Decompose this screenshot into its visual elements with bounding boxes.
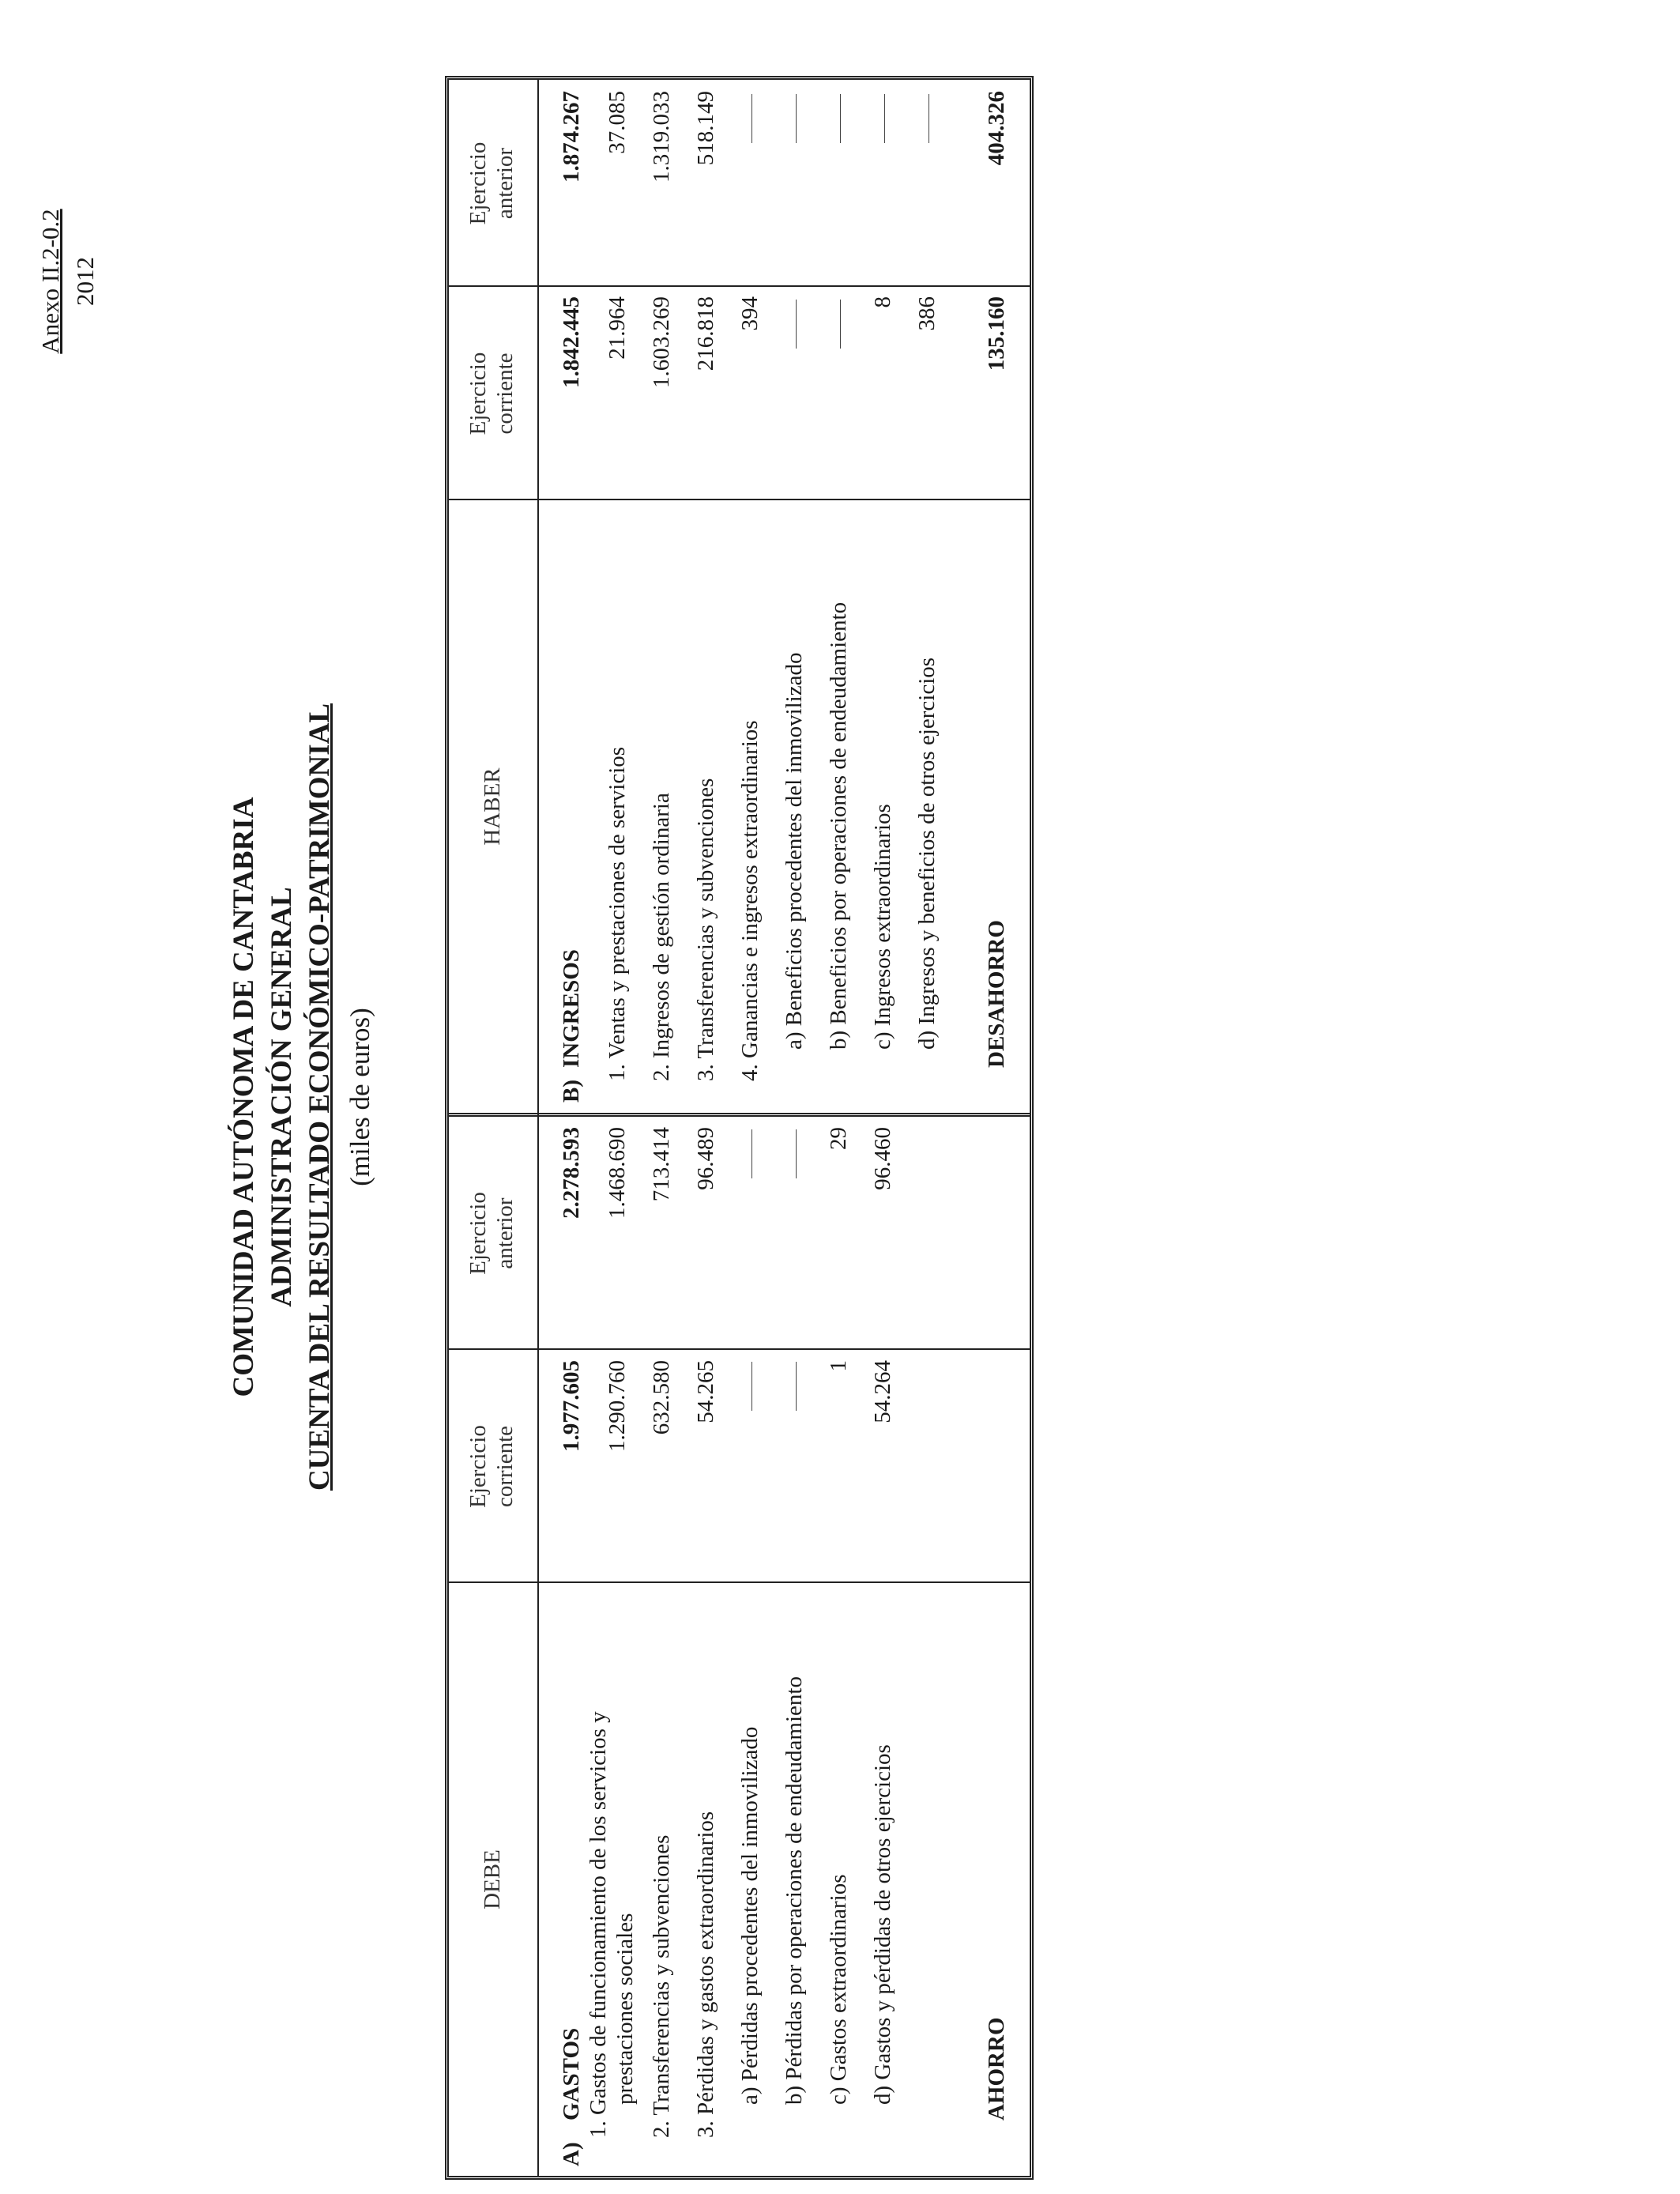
- haber-section-previous: 1.874.267: [559, 91, 584, 183]
- debe-row-3c-previous: 29: [826, 1127, 851, 1150]
- debe-col-previous-line2: anterior: [492, 1197, 518, 1269]
- haber-row-4a-previous-dash: [796, 94, 797, 143]
- debe-col-previous-header: [465, 1117, 518, 1350]
- haber-row-4-label: 4. Ganancias e ingresos extraordinarios: [737, 720, 763, 1081]
- haber-col-previous-line1: Ejercicio: [465, 141, 491, 225]
- debe-col-current-line2: corriente: [492, 1425, 518, 1508]
- haber-row-2-current: 1.603.269: [649, 296, 674, 388]
- haber-row-4c-previous-dash: [884, 94, 885, 143]
- debe-col-divider-1: [449, 1581, 1030, 1583]
- debe-row-3d-previous: 96.460: [870, 1127, 895, 1190]
- debe-row-3b-previous-dash: [796, 1129, 797, 1178]
- debe-col-current-header: [465, 1350, 518, 1583]
- haber-result-previous: 404.326: [984, 91, 1009, 166]
- haber-header: HABER: [480, 767, 505, 846]
- haber-col-previous-header: [465, 80, 518, 287]
- debe-row-1-current: 1.290.760: [605, 1360, 630, 1452]
- haber-section-letter: B): [559, 1080, 584, 1103]
- debe-row-1-label: 1. Gastos de funcionamiento de los servicios y: [586, 1711, 611, 2138]
- haber-row-4a-current-dash: [796, 300, 797, 349]
- haber-row-1-current: 21.964: [605, 296, 630, 360]
- debe-row-3d-label: d) Gastos y pérdidas de otros ejercicios: [870, 1744, 895, 2105]
- haber-col-divider-2: [449, 285, 1030, 287]
- debe-result-label: AHORRO: [984, 2017, 1009, 2120]
- document-title: [225, 0, 382, 2194]
- haber-row-2-previous: 1.319.033: [649, 91, 674, 183]
- debe-col-current-line1: Ejercicio: [465, 1425, 491, 1508]
- center-divider: [449, 1113, 1030, 1117]
- annex-label: [33, 194, 103, 368]
- debe-row-3b-current-dash: [796, 1362, 797, 1411]
- debe-row-3a-previous-dash: [751, 1129, 752, 1178]
- haber-row-4b-current-dash: [840, 300, 841, 349]
- debe-section-letter: A): [559, 2142, 584, 2166]
- debe-row-3a-current-dash: [751, 1362, 752, 1411]
- haber-row-1-previous: 37.085: [605, 91, 630, 154]
- debe-row-3-current: 54.265: [693, 1360, 718, 1423]
- debe-row-3a-label: a) Pérdidas procedentes del inmovilizado: [737, 1726, 763, 2105]
- haber-row-1-label: 1. Ventas y prestaciones de servicios: [605, 746, 630, 1081]
- haber-row-4-previous-dash: [751, 94, 752, 143]
- haber-row-3-current: 216.818: [693, 296, 718, 371]
- debe-section-previous: 2.278.593: [559, 1127, 584, 1219]
- debe-row-3d-current: 54.264: [870, 1360, 895, 1423]
- haber-row-4a-label: a) Beneficios procedentes del inmovilizado: [782, 652, 807, 1050]
- haber-col-current-line2: corriente: [492, 352, 518, 435]
- title-line-2: ADMINISTRACIÓN GENERAL: [266, 887, 298, 1307]
- haber-col-current-line1: Ejercicio: [465, 352, 491, 435]
- debe-row-3c-current: 1: [826, 1360, 851, 1372]
- debe-section-current: 1.977.605: [559, 1360, 584, 1452]
- haber-result-label: DESAHORRO: [984, 920, 1009, 1068]
- haber-row-4c-current: 8: [870, 296, 895, 308]
- debe-row-3b-label: b) Pérdidas por operaciones de endeudamiento: [782, 1676, 807, 2105]
- haber-row-2-label: 2. Ingresos de gestión ordinaria: [649, 793, 674, 1081]
- debe-row-3c-label: c) Gastos extraordinarios: [826, 1874, 851, 2105]
- header-rule: [537, 80, 539, 2176]
- debe-row-1-previous: 1.468.690: [605, 1127, 630, 1219]
- haber-row-3-label: 3. Transferencias y subvenciones: [693, 778, 718, 1081]
- debe-header: DEBE: [480, 1849, 505, 1909]
- debe-col-previous-line1: Ejercicio: [465, 1192, 491, 1275]
- debe-row-1-label-2: prestaciones sociales: [612, 1913, 638, 2105]
- account-table: [445, 76, 1034, 2180]
- haber-row-4c-label: c) Ingresos extraordinarios: [870, 804, 895, 1050]
- haber-section-label: INGRESOS: [559, 949, 584, 1068]
- debe-row-2-previous: 713.414: [649, 1127, 674, 1202]
- haber-col-current-header: [465, 287, 518, 500]
- haber-col-previous-line2: anterior: [492, 147, 518, 220]
- debe-row-3-label: 3. Pérdidas y gastos extraordinarios: [693, 1811, 718, 2138]
- debe-row-2-current: 632.580: [649, 1360, 674, 1435]
- units-note: (miles de euros): [345, 1008, 375, 1186]
- debe-section-label: GASTOS: [559, 2027, 584, 2120]
- title-line-3: CUENTA DEL RESULTADO ECONÓMICO-PATRIMONIAL: [303, 703, 336, 1491]
- debe-col-divider-2: [449, 1348, 1030, 1350]
- annex-code: Anexo II.2-0.2: [36, 209, 64, 354]
- haber-row-4d-current: 386: [914, 296, 940, 331]
- haber-section-current: 1.842.445: [559, 296, 584, 388]
- haber-row-4-current: 394: [737, 296, 763, 331]
- haber-row-3-previous: 518.149: [693, 91, 718, 166]
- debe-row-3-previous: 96.489: [693, 1127, 718, 1190]
- haber-result-current: 135.160: [984, 296, 1009, 371]
- haber-row-4b-label: b) Beneficios por operaciones de endeudamiento: [826, 601, 851, 1050]
- annex-year: 2012: [71, 257, 99, 306]
- haber-row-4d-label: d) Ingresos y beneficios de otros ejercicios: [914, 657, 940, 1050]
- debe-row-2-label: 2. Transferencias y subvenciones: [649, 1834, 674, 2138]
- haber-row-4b-previous-dash: [840, 94, 841, 143]
- title-line-1: COMUNIDAD AUTÓNOMA DE CANTABRIA: [228, 797, 260, 1397]
